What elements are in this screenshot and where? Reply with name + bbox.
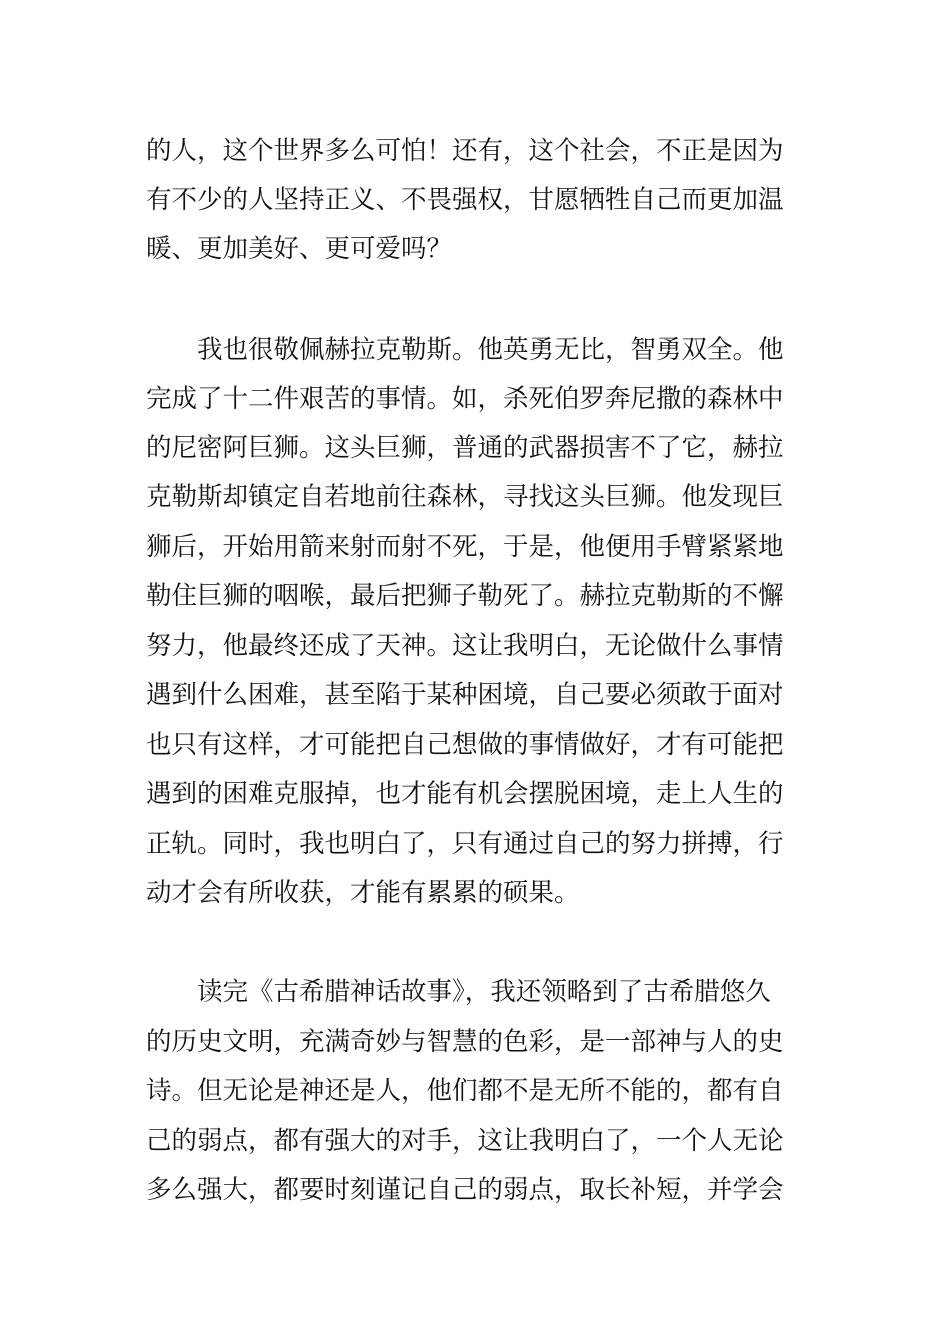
paragraph-1-line-3: 暖、更加美好、更可爱吗？	[146, 234, 453, 264]
paragraph-2-line-1: 我也很敬佩赫拉克勒斯。他英勇无比，智勇双全。他	[197, 335, 784, 365]
paragraph-3-line-3: 诗。但无论是神还是人，他们都不是无所不能的，都有自	[146, 1076, 784, 1106]
paragraph-2-line-5: 狮后，开始用箭来射而射不死，于是，他便用手臂紧紧地	[146, 532, 784, 562]
paragraph-1-line-2: 有不少的人坚持正义、不畏强权，甘愿牺牲自己而更加温	[146, 185, 784, 215]
paragraph-2-line-2: 完成了十二件艰苦的事情。如，杀死伯罗奔尼撒的森林中	[146, 384, 784, 414]
paragraph-2-line-3: 的尼密阿巨狮。这头巨狮，普通的武器损害不了它，赫拉	[146, 433, 784, 463]
paragraph-2-line-7: 努力，他最终还成了天神。这让我明白，无论做什么事情	[146, 631, 784, 661]
paragraph-1-line-1: 的人，这个世界多么可怕！还有，这个社会，不正是因为	[146, 136, 784, 166]
paragraph-2-line-8: 遇到什么困难，甚至陷于某种困境，自己要必须敢于面对	[146, 680, 784, 710]
paragraph-2-line-9: 也只有这样，才可能把自己想做的事情做好，才有可能把	[146, 730, 784, 760]
paragraph-2-line-12: 动才会有所收获，才能有累累的硕果。	[146, 878, 580, 908]
paragraph-3-line-5: 多么强大，都要时刻谨记自己的弱点，取长补短，并学会	[146, 1175, 784, 1205]
paragraph-3-line-2: 的历史文明，充满奇妙与智慧的色彩，是一部神与人的史	[146, 1027, 784, 1057]
paragraph-2-line-10: 遇到的困难克服掉，也才能有机会摆脱困境，走上人生的	[146, 779, 784, 809]
paragraph-2-line-4: 克勒斯却镇定自若地前往森林，寻找这头巨狮。他发现巨	[146, 482, 784, 512]
paragraph-3-line-4: 己的弱点，都有强大的对手，这让我明白了，一个人无论	[146, 1126, 784, 1156]
paragraph-3-line-1: 读完《古希腊神话故事》，我还领略到了古希腊悠久	[197, 977, 771, 1007]
paragraph-2-line-6: 勒住巨狮的咽喉，最后把狮子勒死了。赫拉克勒斯的不懈	[146, 581, 784, 611]
paragraph-2-line-11: 正轨。同时，我也明白了，只有通过自己的努力拼搏，行	[146, 829, 784, 859]
